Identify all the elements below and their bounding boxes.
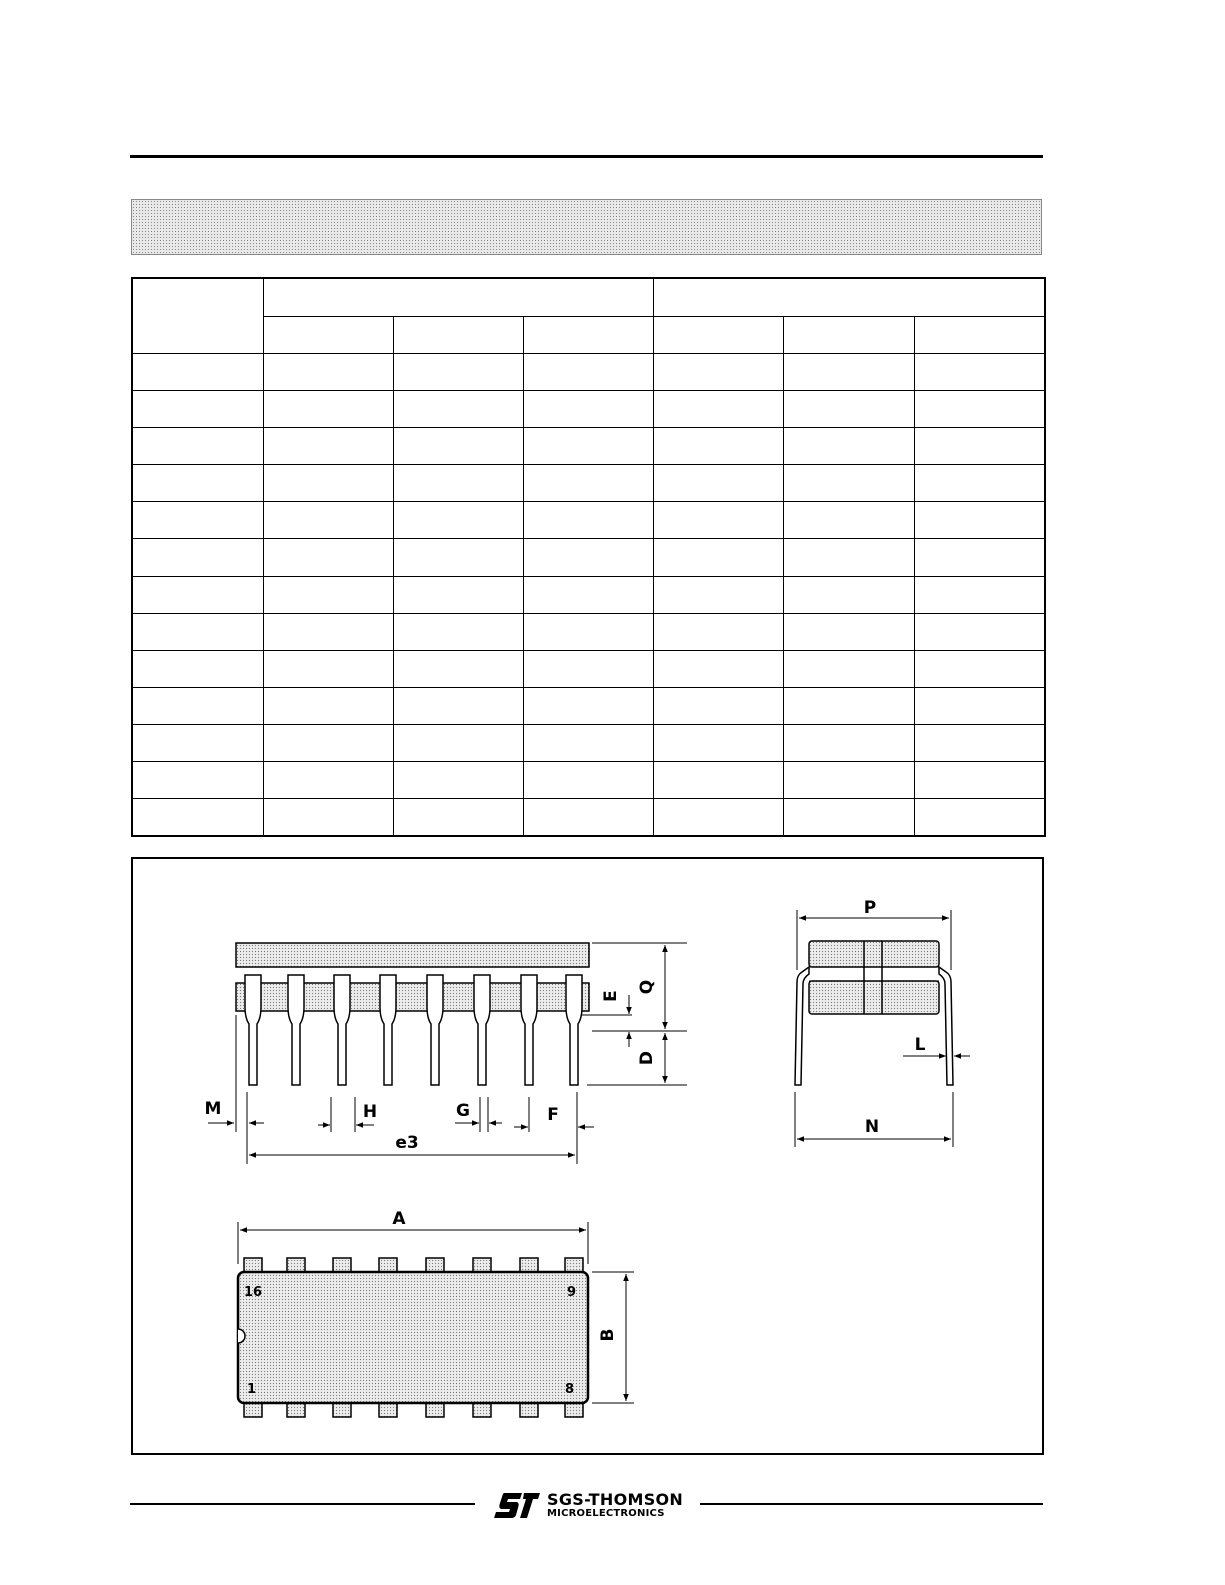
pin [333, 1403, 351, 1417]
label-d: D [637, 1050, 657, 1066]
table-row [132, 539, 1045, 576]
pin-label-1: 1 [247, 1382, 257, 1397]
table-header-group-1 [263, 278, 653, 316]
lead [521, 975, 537, 1085]
pin [244, 1403, 262, 1417]
pin [426, 1403, 444, 1417]
top-view [238, 1209, 634, 1417]
end-view [795, 898, 970, 1147]
lead [334, 975, 350, 1085]
pin-label-8: 8 [565, 1382, 575, 1397]
label-q: Q [637, 979, 657, 995]
title-band [131, 199, 1042, 255]
lead [427, 975, 443, 1085]
table-row [132, 650, 1045, 687]
lead [380, 975, 396, 1085]
dimension-table [131, 277, 1046, 837]
lead [474, 975, 490, 1085]
pin [379, 1403, 397, 1417]
table-row [132, 353, 1045, 390]
pin [473, 1403, 491, 1417]
table-header-group-2 [653, 278, 1045, 316]
table-row [132, 428, 1045, 465]
table-row [132, 390, 1045, 427]
pin [520, 1403, 538, 1417]
table-row [132, 762, 1045, 799]
label-b: B [598, 1328, 618, 1342]
table-row [132, 576, 1045, 613]
label-a: A [392, 1209, 406, 1229]
footer-logo [490, 1485, 700, 1525]
table-subheader-cell [523, 316, 653, 353]
table-row [132, 799, 1045, 836]
label-f: F [547, 1105, 559, 1125]
table-subheader-cell [263, 316, 393, 353]
footer-rule-left [130, 1503, 475, 1505]
table-subheader-cell [783, 316, 914, 353]
lead [245, 975, 261, 1085]
pin [565, 1403, 583, 1417]
pin [520, 1258, 538, 1272]
pin [473, 1258, 491, 1272]
table-row [132, 687, 1045, 724]
pin-label-16: 16 [244, 1285, 263, 1300]
label-l: L [914, 1035, 926, 1055]
label-e3: e3 [395, 1133, 419, 1153]
table-header-dim [132, 278, 263, 353]
pin [379, 1258, 397, 1272]
label-h: H [362, 1102, 378, 1122]
lead [566, 975, 582, 1085]
pin [287, 1403, 305, 1417]
table-row [132, 465, 1045, 502]
table-subheader-cell [393, 316, 523, 353]
footer-rule-right [700, 1503, 1043, 1505]
pin-label-9: 9 [567, 1285, 577, 1300]
table-row [132, 502, 1045, 539]
table-subheader-cell [914, 316, 1045, 353]
label-n: N [864, 1117, 880, 1137]
table-row [132, 613, 1045, 650]
company-name: SGS-THOMSON [547, 1490, 684, 1509]
side-view [205, 943, 687, 1164]
label-m: M [204, 1099, 222, 1119]
company-subtitle: MICROELECTRONICS [547, 1508, 665, 1519]
table-row [132, 725, 1045, 762]
pin [244, 1258, 262, 1272]
label-g: G [456, 1101, 470, 1121]
pin [333, 1258, 351, 1272]
lead [288, 975, 304, 1085]
pin [565, 1258, 583, 1272]
label-p: P [863, 898, 877, 918]
st-logo-icon [490, 1489, 542, 1521]
label-e: E [601, 990, 621, 1002]
table-subheader-cell [653, 316, 783, 353]
header-rule [130, 155, 1043, 158]
pin [426, 1258, 444, 1272]
pin [287, 1258, 305, 1272]
package-drawing [131, 857, 1044, 1455]
